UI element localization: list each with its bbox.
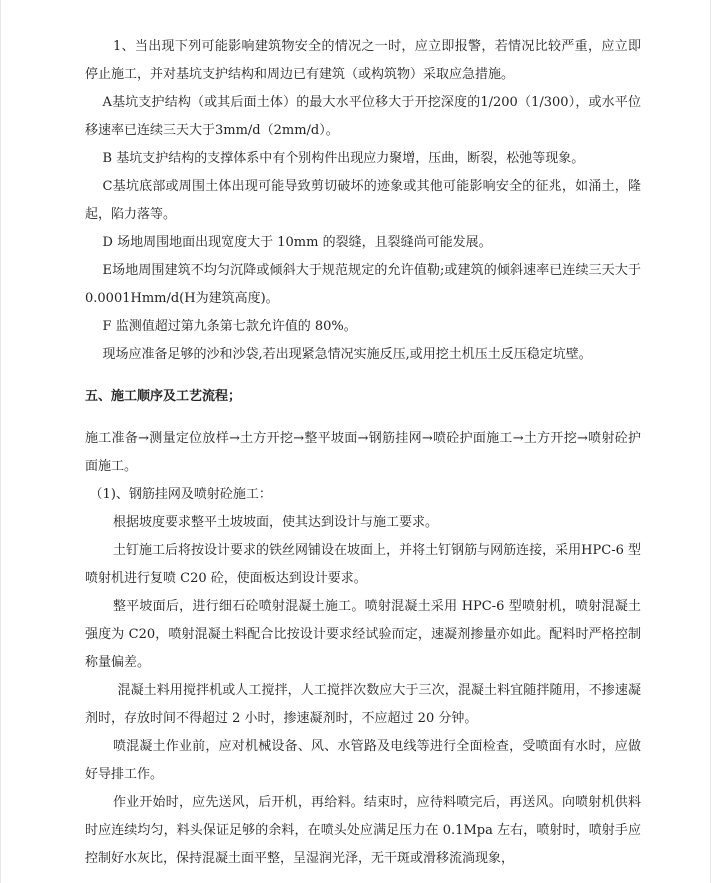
document-body bbox=[85, 33, 641, 873]
paragraph-item-f: F 监测值超过第九条第七款允许值的 80%。 bbox=[102, 319, 357, 334]
paragraph-item-e: E场地周围建筑不均匀沉降或倾斜大于规范规定的允许值勒;或建筑的倾斜速率已连续三天大于 0.0001Hmm/d(H为建筑高度)。 bbox=[85, 263, 641, 306]
body-paragraph: 整平坡面后，进行细石砼喷射混凝土施工。喷射混凝土采用 HPC-6 型喷射机，喷射混凝土强度为 C20，喷射混凝土料配合比按设计要求经试验而定，速凝剂掺量亦如此。配料时严格控制称量偏差。 bbox=[85, 599, 641, 670]
body-paragraph: 土钉施工后将按设计要求的铁丝网铺设在坡面上，并将土钉钢筋与网筋连接，采用HPC-6 型喷射机进行复喷 C20 砼，使面板达到设计要求。 bbox=[85, 543, 641, 586]
paragraph-item-c: C基坑底部或周围土体出现可能导致剪切破坏的迹象或其他可能影响安全的征兆，如涌土，隆起，陷力落等。 bbox=[85, 179, 641, 222]
body-paragraph: 作业开始时，应先送风，后开机，再给料。结束时，应待料喷完后，再送风。向喷射机供料时应连续均匀，料头保证足够的余料，在喷头处应满足压力在 0.1Mpa 左右，喷射时，喷射手应控制好水灰比，保持混凝土面平整，呈湿润光泽，无干斑或滑移流淌现象， bbox=[85, 795, 641, 866]
paragraph-item-b: B 基坑支护结构的支撑体系中有个别构件出现应力聚增，压曲，断裂，松弛等现象。 bbox=[102, 151, 585, 166]
section-heading: 五、施工顺序及工艺流程； bbox=[85, 389, 242, 404]
body-paragraph: 根据坡度要求整平土坡坡面，使其达到设计与施工要求。 bbox=[112, 515, 438, 530]
body-paragraph: 混凝土料用搅拌机或人工搅拌，人工搅拌次数应大于三次，混凝土料宜随拌随用，不掺速凝剂时，存放时间不得超过 2 小时，掺速凝剂时，不应超过 20 分钟。 bbox=[85, 683, 641, 726]
paragraph-item-d: D 场地周围地面出现宽度大于 10mm 的裂缝，且裂缝尚可能发展。 bbox=[102, 235, 492, 250]
paragraph-emergency-conditions: 1、当出现下列可能影响建筑物安全的情况之一时，应立即报警，若情况比较严重，应立即停止施工，并对基坑支护结构和周边已有建筑（或构筑物）采取应急措施。 bbox=[85, 39, 641, 82]
sub-heading: （1)、钢筋挂网及喷射砼施工： bbox=[89, 487, 272, 502]
paragraph-sandbag-prep: 现场应准备足够的沙和沙袋,若出现紧急情况实施反压,或用挖土机压土反压稳定坑壁。 bbox=[102, 347, 592, 362]
process-flow: 施工准备→测量定位放样→土方开挖→整平坡面→钢筋挂网→喷砼护面施工→土方开挖→喷射砼护面施工。 bbox=[85, 431, 641, 474]
paragraph-item-a: A基坑支护结构（或其后面土体）的最大水平位移大于开挖深度的1/200（1/300），或水平位移速率已连续三天大于3mm/d（2mm/d）。 bbox=[85, 95, 641, 138]
body-paragraph: 喷混凝土作业前，应对机械设备、风、水管路及电线等进行全面检查，受喷面有水时，应做好导排工作。 bbox=[85, 739, 641, 782]
